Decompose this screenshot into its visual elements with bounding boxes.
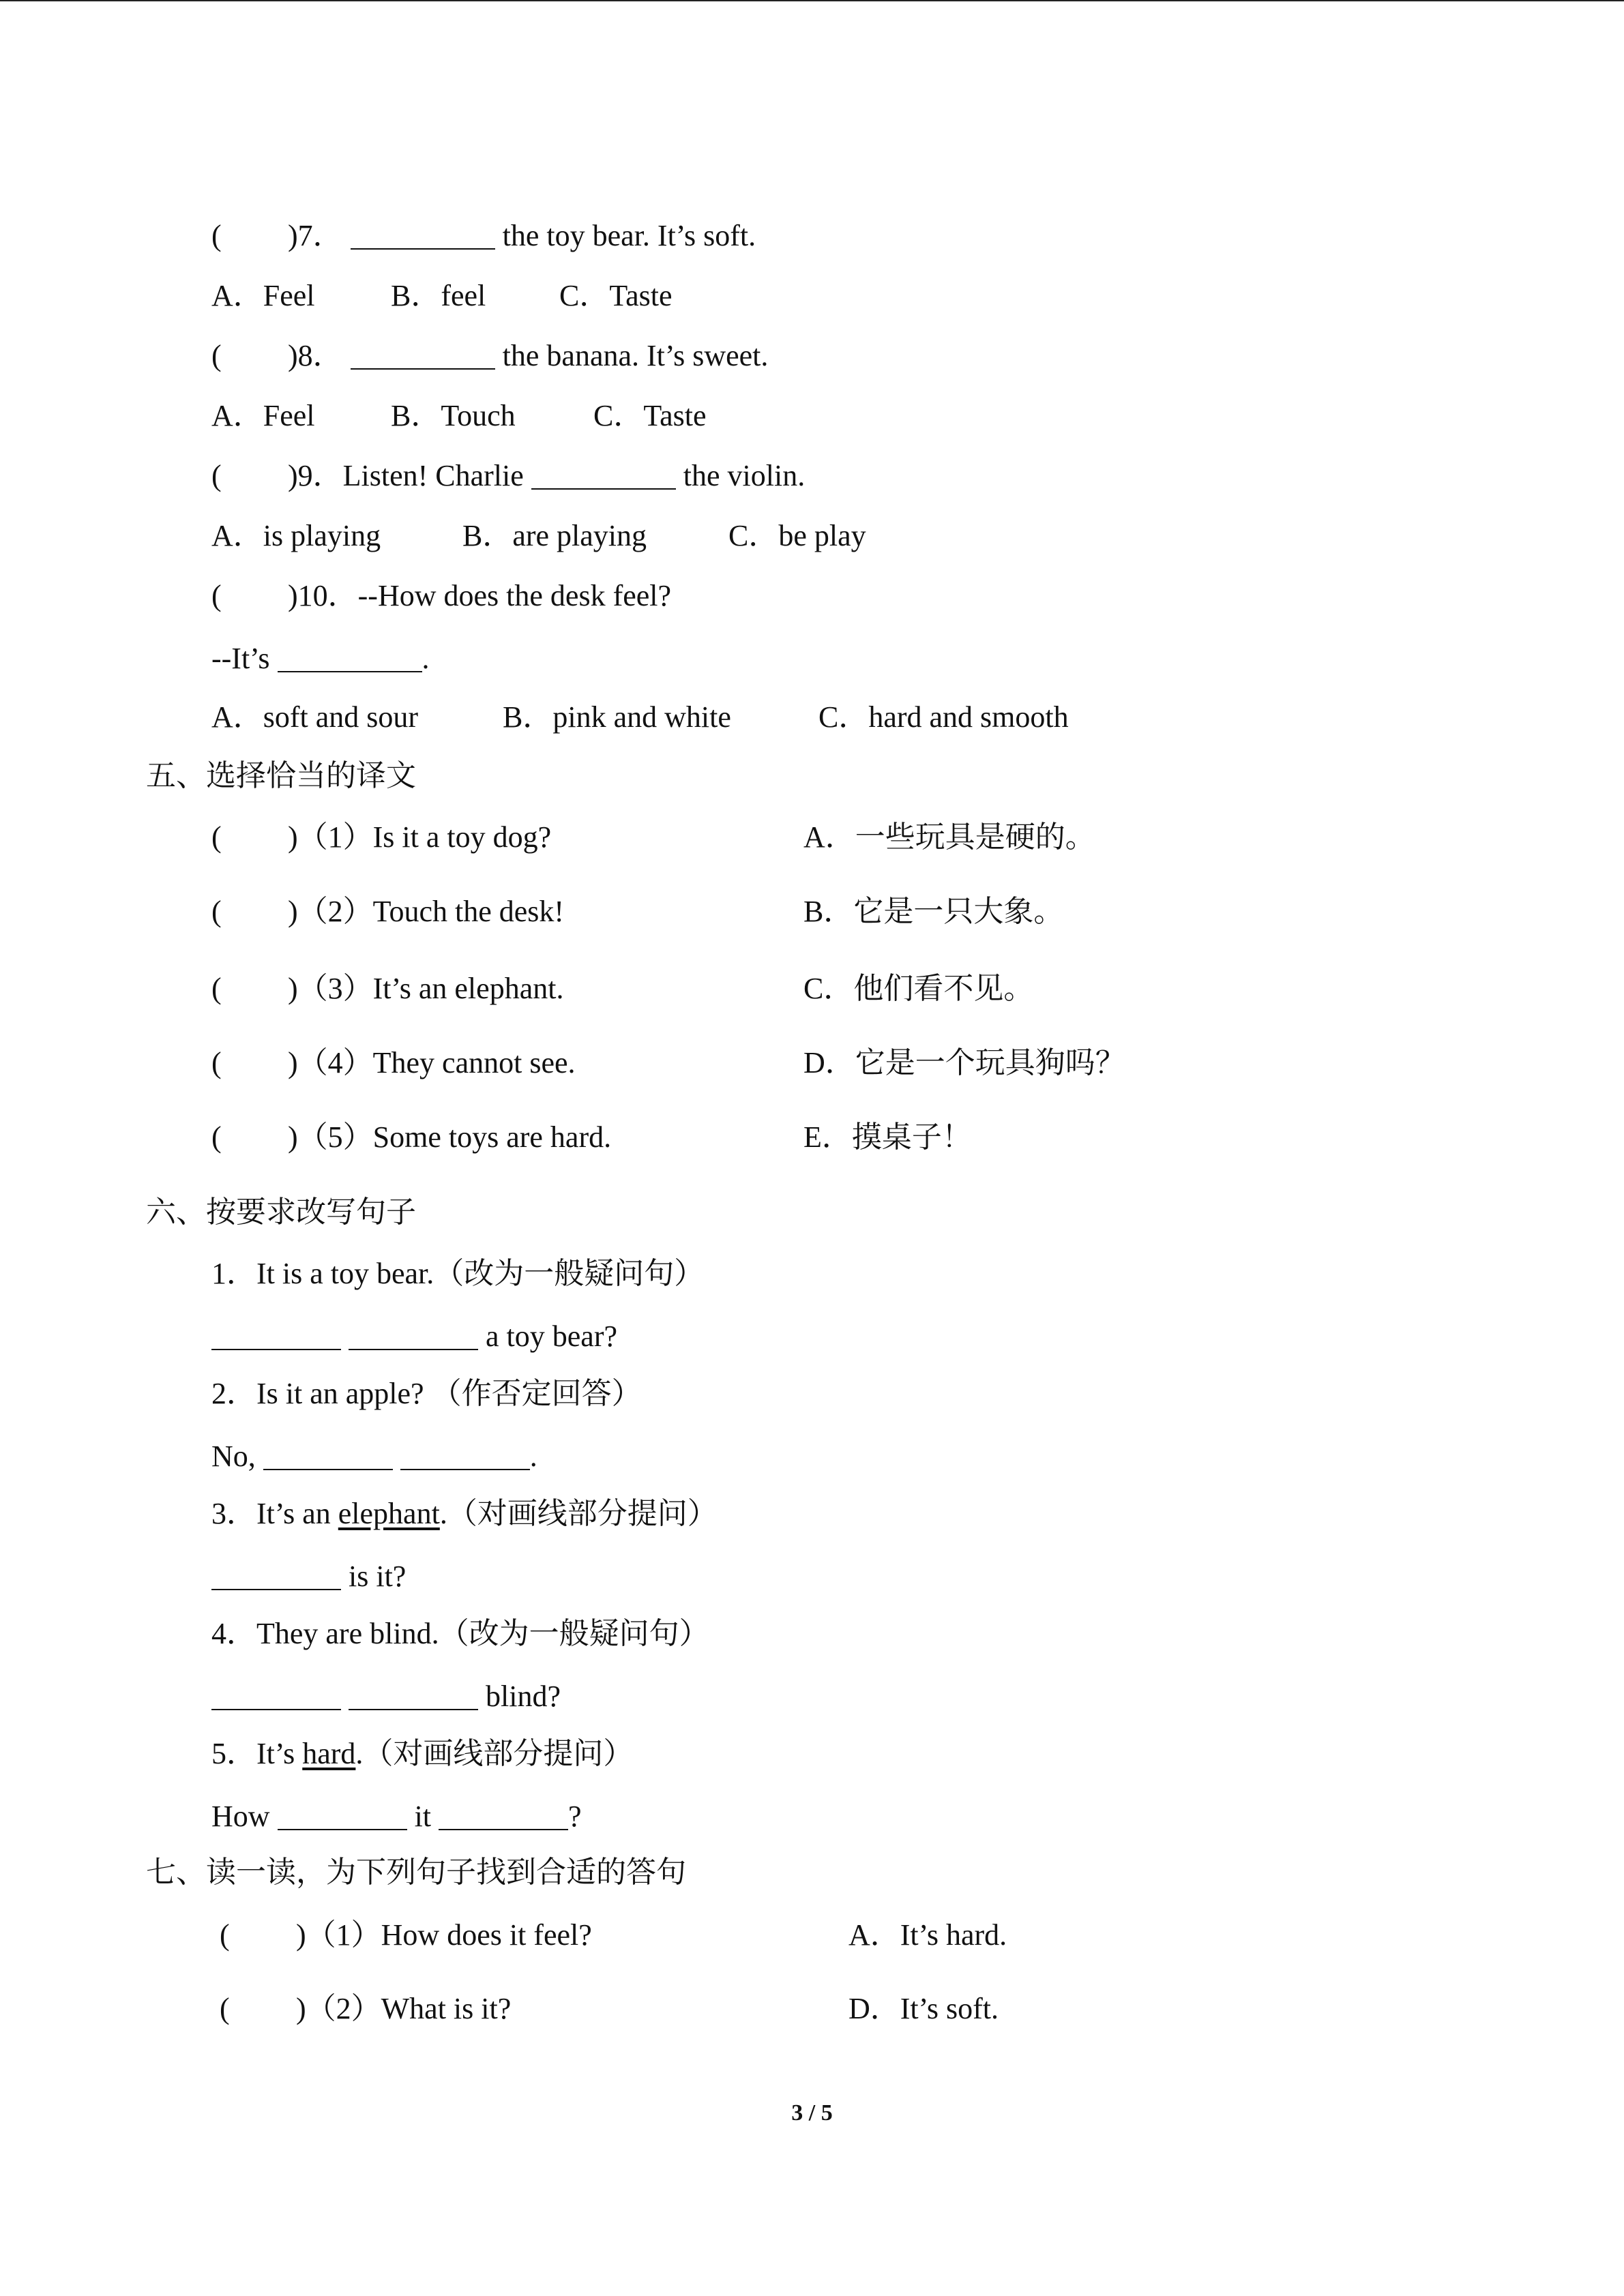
match-option-d: D．It’s soft. bbox=[848, 1992, 999, 2025]
translation-item-4: ( )（4）They cannot see. bbox=[211, 1044, 576, 1082]
option-a: A．soft and sour bbox=[211, 700, 419, 734]
translation-option-d: D．它是一个玩具狗吗？ bbox=[803, 1046, 1125, 1079]
answer-paren: ( bbox=[211, 459, 222, 492]
question-10: ( )10．--How does the desk feel? bbox=[211, 577, 671, 615]
section-7-title: 七、读一读，为下列句子找到合适的答句 bbox=[146, 1855, 686, 1889]
answer-paren[interactable]: ( bbox=[211, 972, 222, 1005]
match-item-1: ( )（1）How does it feel? bbox=[220, 1916, 592, 1954]
answer-blank[interactable] bbox=[351, 341, 495, 370]
answer-paren[interactable]: ( bbox=[220, 1918, 230, 1952]
answer-blank[interactable] bbox=[349, 1322, 478, 1350]
translation-option-c: C．他们看不见。 bbox=[803, 972, 1034, 1005]
question-7-options bbox=[211, 277, 673, 315]
translation-item-1: ( )（1）Is it a toy dog? bbox=[211, 818, 551, 856]
section-6-title: 六、按要求改写句子 bbox=[146, 1195, 416, 1229]
answer-blank[interactable] bbox=[211, 1682, 341, 1710]
option-b: B．feel bbox=[391, 279, 486, 312]
rewrite-question-1: 1．It is a toy bear.（改为一般疑问句） bbox=[211, 1257, 705, 1290]
option-b: B．pink and white bbox=[503, 700, 731, 734]
answer-blank[interactable] bbox=[531, 461, 676, 490]
rewrite-answer-1: a toy bear? bbox=[211, 1317, 617, 1356]
match-option-a: A．It’s hard. bbox=[848, 1918, 1007, 1952]
answer-paren: ( bbox=[211, 579, 222, 612]
top-border bbox=[0, 0, 1624, 1]
rewrite-question-2: 2．Is it an apple? （作否定回答） bbox=[211, 1377, 642, 1410]
question-8: ( )8． the banana. It’s sweet. bbox=[211, 337, 768, 375]
question-10-answer: --It’s . bbox=[211, 642, 430, 675]
answer-paren[interactable]: ( bbox=[211, 1046, 222, 1079]
match-item-2: ( )（2）What is it? bbox=[220, 1990, 511, 2028]
answer-paren: ( bbox=[211, 219, 222, 252]
rewrite-question-3: 3．It’s an elephant.（对画线部分提问） bbox=[211, 1497, 718, 1530]
answer-paren: ( bbox=[211, 339, 222, 372]
rewrite-answer-4: blind? bbox=[211, 1678, 561, 1716]
answer-blank[interactable] bbox=[211, 1322, 341, 1350]
option-b: B．Touch bbox=[391, 399, 516, 432]
option-b: B．are playing bbox=[462, 519, 647, 552]
rewrite-answer-2: No, . bbox=[211, 1440, 537, 1473]
question-7: ( )7． the toy bear. It’s soft. bbox=[211, 217, 756, 255]
rewrite-question-4: 4．They are blind.（改为一般疑问句） bbox=[211, 1617, 709, 1650]
rewrite-answer-3: is it? bbox=[211, 1557, 406, 1596]
answer-paren[interactable]: ( bbox=[211, 1120, 222, 1154]
translation-option-e: E．摸桌子！ bbox=[803, 1120, 972, 1154]
option-c: C．be play bbox=[728, 519, 866, 552]
answer-paren[interactable]: ( bbox=[211, 895, 222, 928]
question-9-options bbox=[211, 517, 866, 555]
option-c: C．Taste bbox=[593, 399, 707, 432]
question-8-options bbox=[211, 397, 707, 435]
translation-option-a: A．一些玩具是硬的。 bbox=[803, 820, 1095, 854]
option-c: C．hard and smooth bbox=[818, 700, 1069, 734]
option-c: C．Taste bbox=[559, 279, 673, 312]
answer-blank[interactable] bbox=[278, 1802, 407, 1830]
answer-blank[interactable] bbox=[349, 1682, 478, 1710]
page-number: 3 / 5 bbox=[791, 2100, 833, 2126]
rewrite-answer-5: How it ? bbox=[211, 1800, 582, 1833]
rewrite-question-5: 5．It’s hard.（对画线部分提问） bbox=[211, 1737, 634, 1770]
option-a: A．Feel bbox=[211, 399, 315, 432]
translation-option-b: B．它是一只大象。 bbox=[803, 895, 1064, 928]
section-5-title: 五、选择恰当的译文 bbox=[146, 759, 416, 792]
answer-paren[interactable]: ( bbox=[211, 820, 222, 854]
answer-blank[interactable] bbox=[278, 644, 422, 672]
translation-item-5: ( )（5）Some toys are hard. bbox=[211, 1118, 611, 1157]
answer-blank[interactable] bbox=[263, 1442, 393, 1470]
option-a: A．Feel bbox=[211, 279, 315, 312]
option-a: A．is playing bbox=[211, 519, 381, 552]
translation-item-2: ( )（2）Touch the desk! bbox=[211, 893, 564, 931]
answer-blank[interactable] bbox=[351, 221, 495, 250]
answer-blank[interactable] bbox=[400, 1442, 530, 1470]
answer-blank[interactable] bbox=[211, 1562, 341, 1590]
answer-blank[interactable] bbox=[439, 1802, 568, 1830]
translation-item-3: ( )（3）It’s an elephant. bbox=[211, 970, 563, 1008]
underlined-word: hard bbox=[302, 1737, 356, 1770]
underlined-word: elephant bbox=[338, 1497, 440, 1530]
answer-paren[interactable]: ( bbox=[220, 1992, 230, 2025]
question-9: ( )9．Listen! Charlie the violin. bbox=[211, 457, 805, 495]
question-10-options bbox=[211, 698, 1069, 736]
